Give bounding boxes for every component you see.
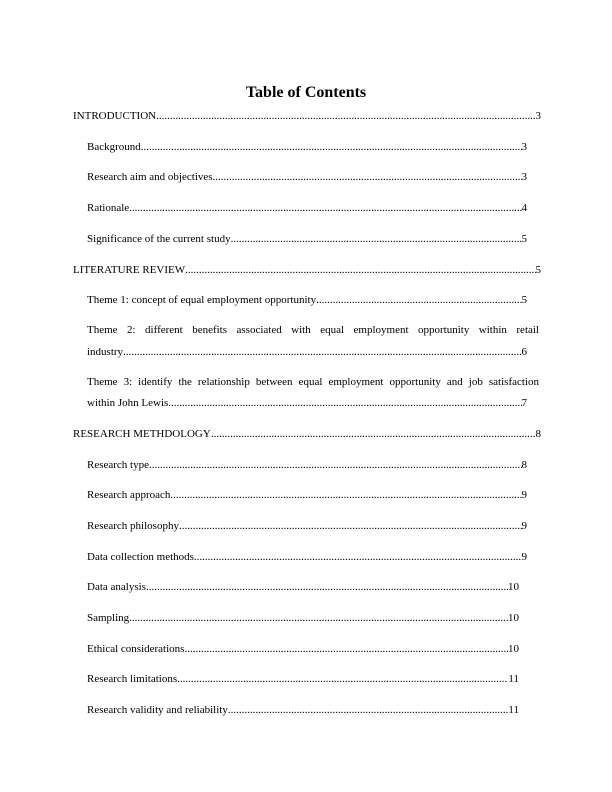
toc-entry-label: INTRODUCTION (73, 110, 157, 122)
toc-entry-label: Research philosophy (87, 520, 179, 532)
toc-entry-label: Theme 1: concept of equal employment opportunity (87, 294, 317, 306)
toc-entry-ethical-considerations[interactable] (87, 642, 519, 656)
toc-leader-dots (213, 170, 522, 184)
toc-page-number: 11 (508, 704, 519, 716)
toc-leader-dots (194, 550, 522, 564)
toc-leader-dots (211, 427, 536, 441)
toc-entry-label: Data analysis (87, 581, 146, 593)
toc-leader-dots (185, 263, 535, 277)
toc-title: Table of Contents (245, 84, 367, 101)
toc-entry-sampling[interactable] (87, 611, 519, 625)
toc-leader-dots (146, 580, 508, 594)
toc-entry-theme-3-line-1[interactable]: Theme 3: identify the relationship between equal employment opportunity and job satisfaction (87, 376, 539, 388)
toc-page-number: 3 (521, 141, 527, 153)
toc-entry-research-philosophy[interactable] (87, 519, 527, 533)
toc-entry-rationale[interactable] (87, 201, 527, 215)
toc-entry-label: industry (87, 346, 124, 358)
toc-entry-label: Research limitations (87, 673, 178, 685)
toc-page-number: 9 (521, 489, 527, 501)
toc-leader-dots (123, 345, 521, 359)
toc-entry-validity-reliability[interactable] (87, 703, 519, 717)
toc-leader-dots (179, 519, 522, 533)
toc-leader-dots (141, 140, 522, 154)
toc-page-number: 8 (535, 428, 541, 440)
toc-leader-dots (129, 611, 508, 625)
toc-page-number: 11 (508, 673, 519, 685)
toc-page-number: 10 (508, 581, 519, 593)
toc-page-number: 3 (535, 110, 541, 122)
toc-entry-theme-2-line-1[interactable]: Theme 2: different benefits associated with equal employment opportunity within retail (87, 324, 539, 336)
toc-entry-label: Research approach (87, 489, 171, 501)
toc-entry-label: within John Lewis (87, 397, 169, 409)
toc-entry-label: Research type (87, 459, 149, 471)
toc-leader-dots (228, 703, 509, 717)
toc-entry-theme-1[interactable] (87, 293, 527, 307)
toc-leader-dots (168, 396, 521, 410)
toc-entry-label: LITERATURE REVIEW (73, 264, 186, 276)
toc-entry-research-approach[interactable] (87, 488, 527, 502)
toc-entry-research-limitations[interactable] (87, 672, 519, 686)
toc-leader-dots (231, 232, 522, 246)
toc-page-number: 9 (521, 520, 527, 532)
toc-entry-background[interactable] (87, 140, 527, 154)
toc-leader-dots (316, 293, 521, 307)
toc-entry-theme-3[interactable] (87, 396, 527, 410)
toc-entry-label: Research aim and objectives (87, 171, 213, 183)
toc-entry-label: Significance of the current study (87, 233, 231, 245)
toc-page-number: 5 (535, 264, 541, 276)
toc-entry-research-aim[interactable] (87, 170, 527, 184)
toc-leader-dots (170, 488, 521, 502)
toc-entry-research-methodology[interactable] (73, 427, 541, 441)
toc-leader-dots (177, 672, 508, 686)
toc-leader-dots (149, 458, 522, 472)
toc-page-number: 5 (521, 233, 527, 245)
toc-entry-label: Ethical considerations (87, 643, 185, 655)
toc-entry-research-type[interactable] (87, 458, 527, 472)
toc-entry-data-analysis[interactable] (87, 580, 519, 594)
toc-page-number: 3 (521, 171, 527, 183)
toc-entry-literature-review[interactable] (73, 263, 541, 277)
toc-page-number: 7 (521, 397, 527, 409)
toc-entry-label: Background (87, 141, 141, 153)
toc-entry-label: Rationale (87, 202, 130, 214)
toc-entry-data-collection[interactable] (87, 550, 527, 564)
toc-entry-theme-2[interactable] (87, 345, 527, 359)
toc-page-number: 5 (521, 294, 527, 306)
toc-entry-label: RESEARCH METHDOLOGY (73, 428, 211, 440)
toc-entry-label: Research validity and reliability (87, 704, 228, 716)
toc-entry-significance[interactable] (87, 232, 527, 246)
toc-page-number: 4 (521, 202, 527, 214)
toc-page-number: 10 (508, 643, 519, 655)
toc-entry-label: Data collection methods (87, 551, 194, 563)
toc-entry-introduction[interactable] (73, 109, 541, 123)
toc-leader-dots (156, 109, 535, 123)
toc-page-number: 10 (508, 612, 519, 624)
toc-entry-label: Sampling (87, 612, 130, 624)
toc-page-number: 6 (521, 346, 527, 358)
toc-page-number: 9 (521, 551, 527, 563)
toc-leader-dots (184, 642, 508, 656)
toc-leader-dots (129, 201, 521, 215)
toc-page-number: 8 (521, 459, 527, 471)
